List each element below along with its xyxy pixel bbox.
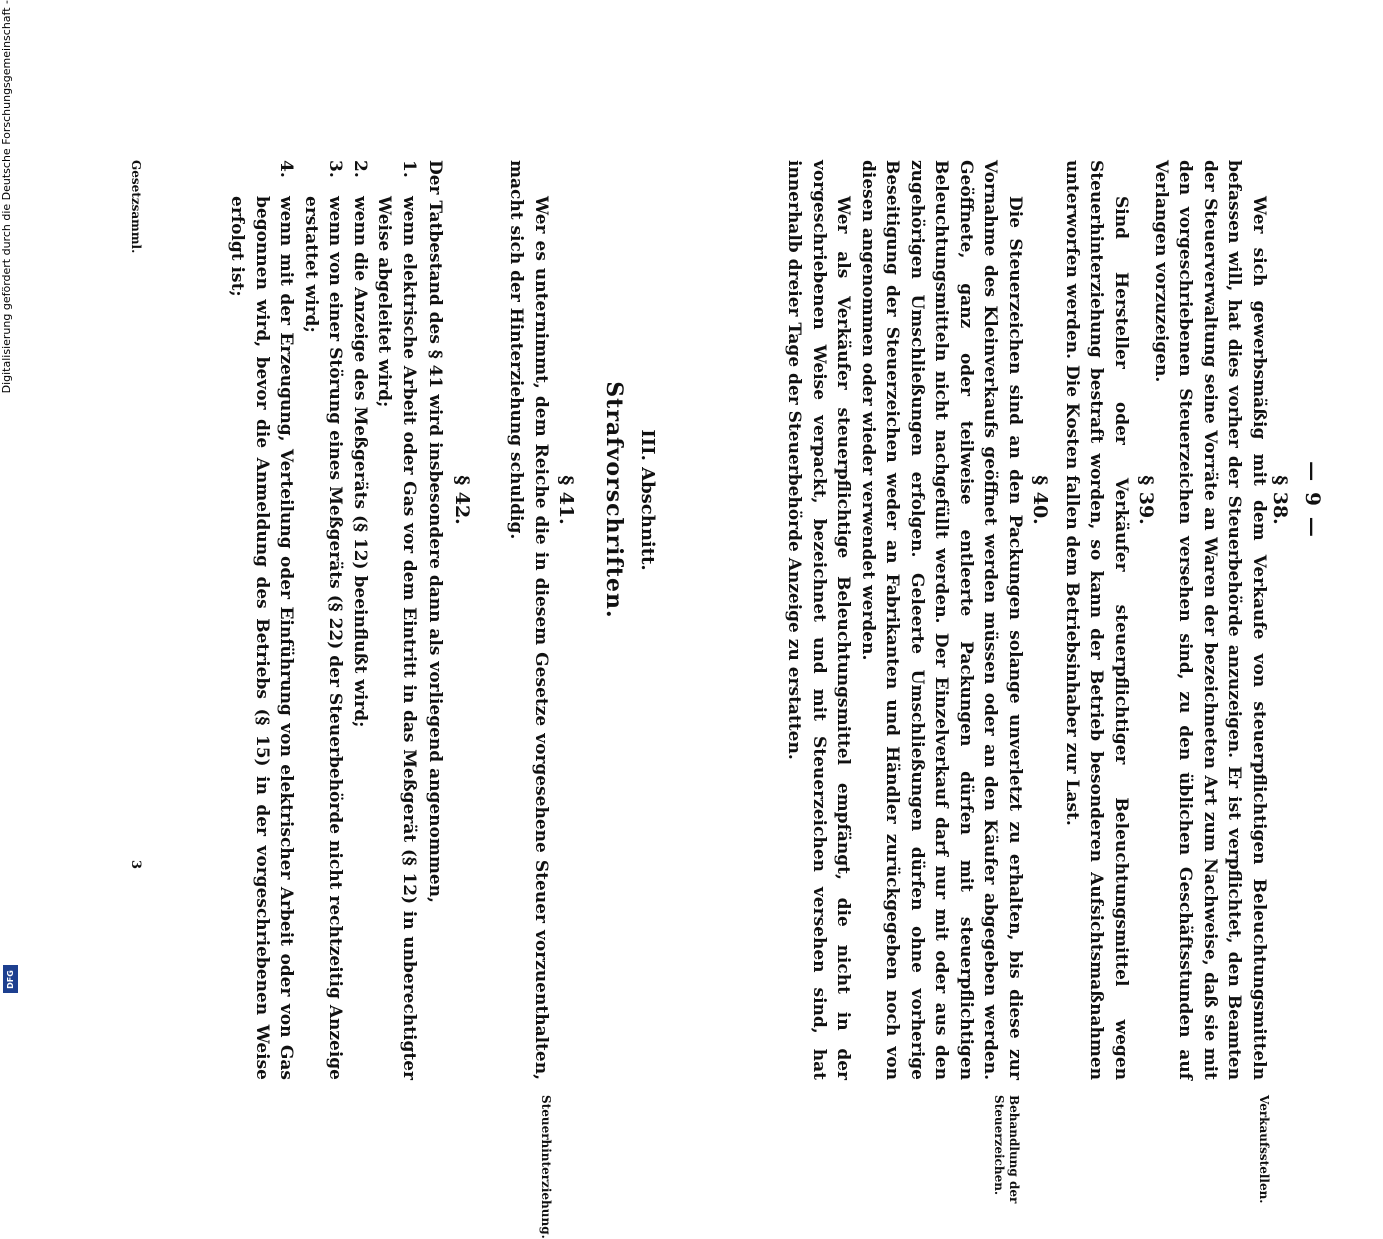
page-number: — 9 —	[1301, 461, 1325, 539]
dfg-credit-text: Digitalisierung gefördert durch die Deutsche Forschungsgemeinschaft -	[0, 0, 13, 394]
section-40-body	[782, 160, 1027, 1080]
section-41-heading: § 41.	[555, 475, 577, 525]
section-41-text: Wer es unternimmt, dem Reiche die in diesem Gesetze vorgesehene Steuer vorzuenthalten, macht sich der Hinterziehung schuldig.	[506, 160, 551, 1080]
item-text: wenn von einer Störung eines Meßgeräts (§ 22) der Steuerbehörde nicht rechtzeitig Anzeige erstattet wird;	[301, 196, 346, 1080]
section-42-item-2	[348, 160, 373, 1080]
section-38-body	[1149, 160, 1272, 1080]
section-40-heading: § 40.	[1029, 475, 1051, 525]
item-text: wenn die Anzeige des Meßgeräts (§ 12) beeinflußt wird;	[350, 196, 370, 728]
section-39-body	[1060, 160, 1134, 1080]
section-42-list	[225, 160, 421, 1080]
section-40-paragraph-1: Die Steuerzeichen sind an den Packungen solange unverletzt zu erhalten, bis diese zur Vornahme des Kleinverkaufs geöffnet werden müssen oder an den Käufer abgegeben werden. Geöffnete, ganz oder teilweise entleerte Packungen dürfen mit steuerpflichtigen Beleuchtungsmitteln nicht nachgefüllt werden. Der Einzelverkauf darf nur mit oder aus den zugehörigen Umschließungen erfolgen. Geleerte Umschließungen dürfen ohne vorherige Beseitigung der Steuerzeichen weder an Fabrikanten und Händler zurückgegeben noch von diesen angenommen oder wieder verwendet werden.	[858, 160, 1025, 1080]
section-40-paragraph-2: Wer als Verkäufer steuerpflichtige Beleuchtungsmittel empfängt, die nicht in der vorgeschriebenen Weise verpackt, bezeichnet und mit Steuerzeichen versehen sind, hat innerhalb dreier Tage der Steuerbehörde Anzeige zu erstatten.	[784, 160, 854, 1080]
item-text: wenn mit der Erzeugung, Verteilung oder Einführung von elektrischer Arbeit oder von Gas begonnen wird, bevor die Anmeldung des Betriebs (§ 15) in der vorgeschriebenen Weise erfolgt ist;	[227, 196, 297, 1080]
footer-signature-number: 3	[128, 860, 143, 870]
dfg-logo-text: DFG	[6, 969, 16, 989]
section-41-margin-note: Steuerhinterziehung.	[539, 1095, 553, 1239]
item-number: 4.	[276, 160, 297, 178]
item-text: wenn elektrische Arbeit oder Gas vor dem Eintritt in das Meßgerät (§ 12) in unberechtigter Weise abgeleitet wird;	[374, 196, 419, 1080]
section-41-body	[504, 160, 553, 1080]
item-number: 2.	[350, 160, 370, 178]
item-number: 1.	[399, 160, 419, 178]
section-38-text: Wer sich gewerbsmäßig mit dem Verkaufe von steuerpflichtigen Beleuchtungsmitteln befassen will, hat dies vorher der Steuerbehörde anzuzeigen. Er ist verpflichtet, den Beamten der Steuerverwaltung seine Vorräte an Waren der bezeichneten Art zum Nachweise, daß sie mit den vorgeschriebenen Steuerzeichen versehen sind, zu den üblichen Geschäftsstunden auf Verlangen vorzuzeigen.	[1151, 160, 1269, 1080]
part-number: III. Abschnitt.	[637, 429, 658, 571]
section-38-margin-note: Verkaufsstellen.	[1257, 1095, 1271, 1204]
section-42-heading: § 42.	[451, 475, 473, 525]
section-42-intro-block	[423, 160, 448, 1080]
section-39-text: Sind Hersteller oder Verkäufer steuerpflichtiger Beleuchtungsmittel wegen Steuerhinterziehung bestraft worden, so kann der Betrieb besonderen Aufsichtsmaßnahmen unterworfen werden. Die Kosten fallen dem Betriebsinhaber zur Last.	[1062, 160, 1131, 1080]
section-39-heading: § 39.	[1135, 475, 1157, 525]
section-42-item-1	[372, 160, 421, 1080]
section-42-item-4	[225, 160, 299, 1080]
part-title: Strafvorschriften.	[601, 381, 627, 619]
section-40-margin-note: Behandlung der Steuerzeichen.	[992, 1095, 1021, 1204]
section-38-heading: § 38.	[1269, 475, 1291, 525]
footer-left: Gesetzsamml.	[129, 160, 143, 254]
section-42-intro: Der Tatbestand des § 41 wird insbesondere dann als vorliegend angenommen,	[425, 160, 445, 903]
section-42-item-3	[299, 160, 348, 1080]
item-number: 3.	[325, 160, 346, 178]
